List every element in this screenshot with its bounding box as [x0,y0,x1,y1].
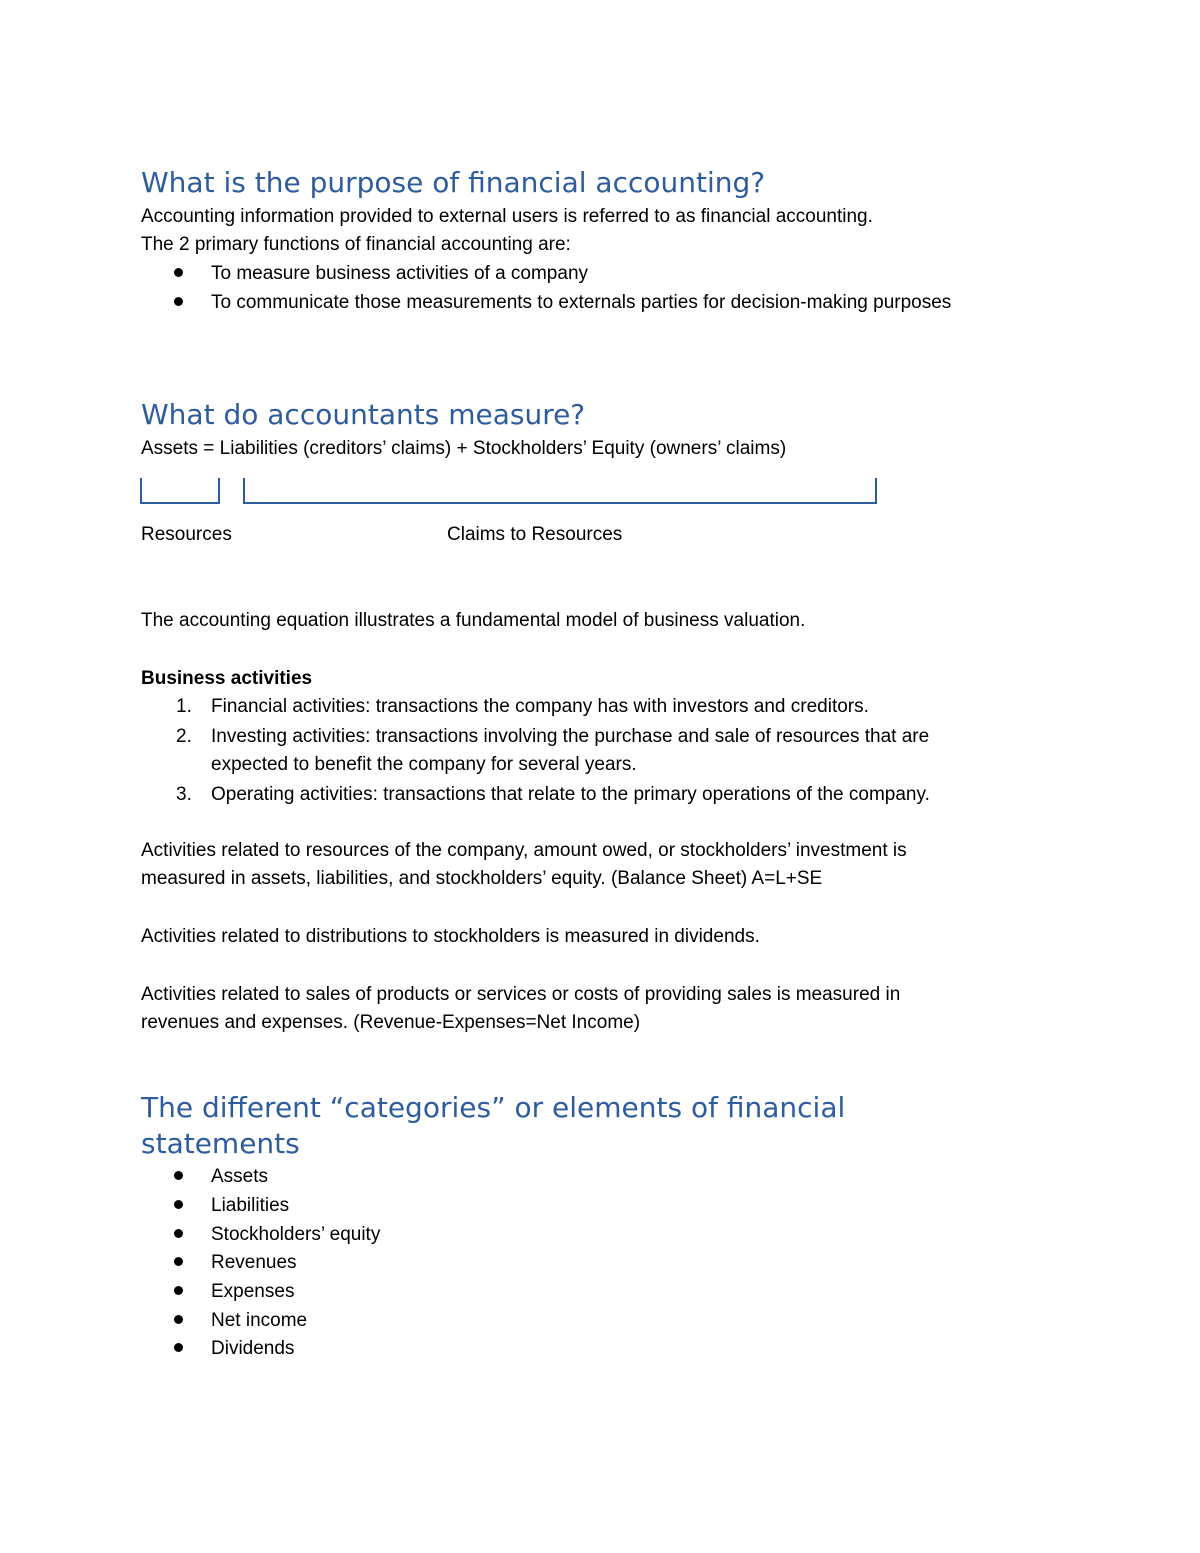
text-line: The accounting equation illustrates a fundamental model of business valuation. [141,610,806,631]
bullet-icon [174,1257,183,1266]
text-line: Activities related to resources of the company, amount owed, or stockholders’ investment is [141,840,907,861]
text-line: Accounting information provided to external users is referred to as financial accounting. [141,206,873,227]
list-item: Net income [211,1310,308,1331]
text-line: The 2 primary functions of financial accounting are: [141,234,571,255]
text-line: measured in assets, liabilities, and stockholders’ equity. (Balance Sheet) A=L+SE [141,868,823,889]
bullet-icon [174,1286,183,1295]
text-line: Activities related to sales of products or services or costs of providing sales is measured in [141,984,901,1005]
list-item: Revenues [211,1252,297,1273]
heading-purpose: What is the purpose of financial accounting? [141,166,766,199]
claims-label: Claims to Resources [447,524,623,545]
accounting-equation: Assets = Liabilities (creditors’ claims) + Stockholders’ Equity (owners’ claims) [141,438,787,459]
list-number: 2. [176,726,192,747]
list-item: Stockholders’ equity [211,1224,381,1245]
list-item: Liabilities [211,1195,290,1216]
bullet-icon [174,1200,183,1209]
bullet-icon [174,1171,183,1180]
list-item: To communicate those measurements to externals parties for decision-making purposes [211,292,952,313]
list-item: Assets [211,1166,269,1187]
list-item: Financial activities: transactions the company has with investors and creditors. [211,696,869,717]
bullet-icon [174,1315,183,1324]
list-item: Investing activities: transactions involving the purchase and sale of resources that are [211,726,930,747]
list-item: Dividends [211,1338,295,1359]
list-item-continuation: expected to benefit the company for several years. [211,754,637,775]
list-item: Operating activities: transactions that relate to the primary operations of the company. [211,784,930,805]
business-activities-heading: Business activities [141,668,313,689]
list-item: To measure business activities of a company [211,263,589,284]
claims-brace [244,478,876,503]
bullet-icon [174,1229,183,1238]
text-line: revenues and expenses. (Revenue-Expenses=Net Income) [141,1012,641,1033]
resources-label: Resources [141,524,232,545]
heading-categories: The different “categories” or elements of financial [141,1091,846,1124]
text-line: Activities related to distributions to stockholders is measured in dividends. [141,926,760,947]
equation-braces [0,0,1200,520]
heading-categories-cont: statements [141,1127,300,1160]
heading-measure: What do accountants measure? [141,398,586,431]
resources-brace [141,478,219,503]
bullet-icon [174,1343,183,1352]
list-number: 1. [176,696,192,717]
list-number: 3. [176,784,192,805]
list-item: Expenses [211,1281,295,1302]
